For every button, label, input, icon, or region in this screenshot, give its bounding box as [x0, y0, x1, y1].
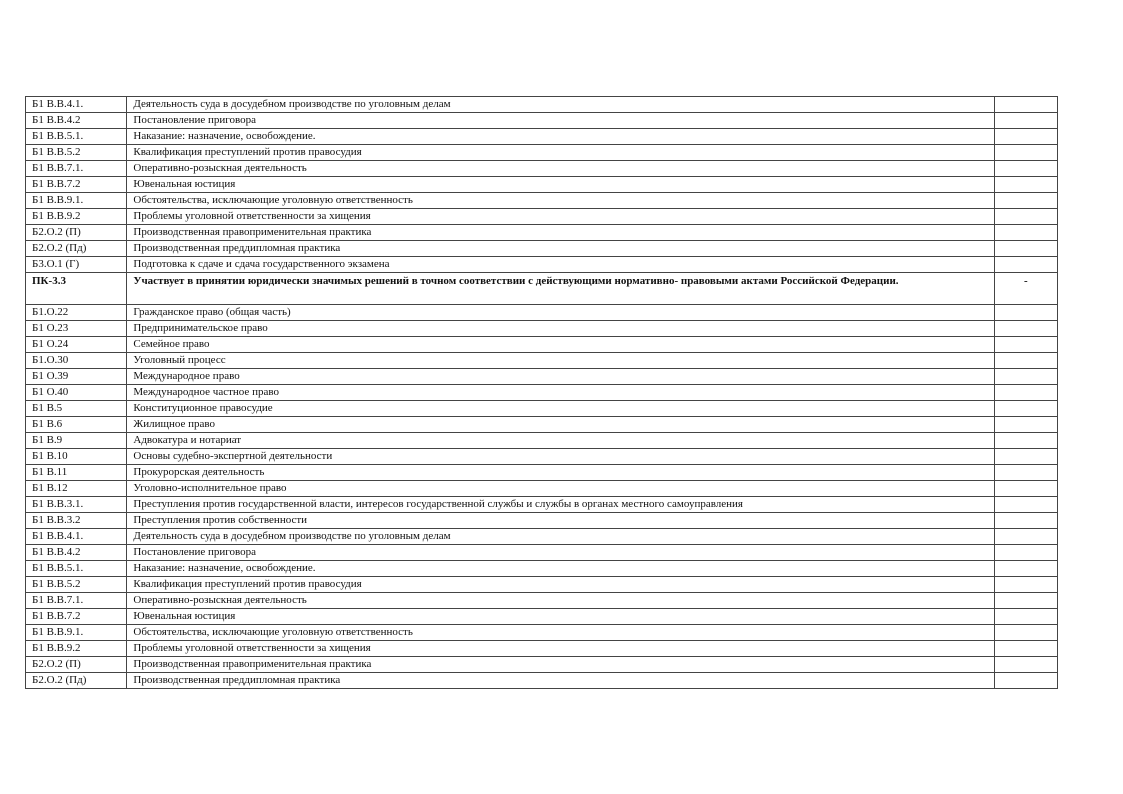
mark-cell — [994, 577, 1057, 593]
mark-cell — [994, 561, 1057, 577]
mark-cell — [994, 593, 1057, 609]
mark-cell — [994, 401, 1057, 417]
discipline-code-cell: Б1.О.30 — [26, 353, 127, 369]
mark-cell — [994, 673, 1057, 689]
table-row — [26, 161, 1058, 177]
discipline-code-cell: Б2.О.2 (Пд) — [26, 673, 127, 689]
mark-cell — [994, 417, 1057, 433]
table-row — [26, 465, 1058, 481]
table-row — [26, 145, 1058, 161]
discipline-code-cell: Б1 В.В.7.2 — [26, 177, 127, 193]
discipline-code-cell: Б1 В.В.4.1. — [26, 529, 127, 545]
table-row — [26, 353, 1058, 369]
table-row — [26, 401, 1058, 417]
mark-cell — [994, 241, 1057, 257]
table-body — [26, 97, 1058, 689]
table-row — [26, 369, 1058, 385]
discipline-title-cell: Международное частное право — [127, 385, 994, 401]
discipline-title-cell: Уголовный процесс — [127, 353, 994, 369]
discipline-code-cell: Б2.О.2 (Пд) — [26, 241, 127, 257]
mark-cell — [994, 481, 1057, 497]
mark-cell — [994, 545, 1057, 561]
mark-cell — [994, 305, 1057, 321]
table-row — [26, 129, 1058, 145]
table-row — [26, 305, 1058, 321]
discipline-title-cell: Наказание: назначение, освобождение. — [127, 561, 994, 577]
discipline-title-cell: Производственная преддипломная практика — [127, 241, 994, 257]
discipline-title-cell: Конституционное правосудие — [127, 401, 994, 417]
mark-cell — [994, 193, 1057, 209]
table-row — [26, 497, 1058, 513]
discipline-title-cell: Производственная правоприменительная практика — [127, 657, 994, 673]
mark-cell — [994, 225, 1057, 241]
mark-cell — [994, 369, 1057, 385]
mark-cell — [994, 497, 1057, 513]
table-row — [26, 433, 1058, 449]
table-row — [26, 545, 1058, 561]
discipline-title-cell: Преступления против государственной власти, интересов государственной службы и службы в органах местного самоуправления — [127, 497, 994, 513]
table-row — [26, 417, 1058, 433]
discipline-title-cell: Адвокатура и нотариат — [127, 433, 994, 449]
table-row — [26, 481, 1058, 497]
discipline-code-cell: Б1 О.40 — [26, 385, 127, 401]
discipline-title-cell: Семейное право — [127, 337, 994, 353]
table-row — [26, 177, 1058, 193]
table-row — [26, 225, 1058, 241]
discipline-code-cell: Б1 В.В.5.1. — [26, 561, 127, 577]
discipline-title-cell: Деятельность суда в досудебном производстве по уголовным делам — [127, 97, 994, 113]
mark-cell — [994, 337, 1057, 353]
mark-cell — [994, 385, 1057, 401]
table-row — [26, 529, 1058, 545]
discipline-title-cell: Подготовка к сдаче и сдача государственного экзамена — [127, 257, 994, 273]
table-row — [26, 97, 1058, 113]
discipline-code-cell: ПК-3.3 — [26, 273, 127, 305]
table-row — [26, 337, 1058, 353]
table-row — [26, 321, 1058, 337]
discipline-code-cell: Б1 В.В.7.1. — [26, 593, 127, 609]
table-row — [26, 673, 1058, 689]
discipline-title-cell: Предпринимательское право — [127, 321, 994, 337]
discipline-code-cell: Б1 В.В.3.1. — [26, 497, 127, 513]
discipline-code-cell: Б1 В.6 — [26, 417, 127, 433]
mark-cell — [994, 657, 1057, 673]
table-row — [26, 257, 1058, 273]
table-row — [26, 577, 1058, 593]
mark-cell — [994, 529, 1057, 545]
mark-cell — [994, 113, 1057, 129]
discipline-title-cell: Постановление приговора — [127, 113, 994, 129]
discipline-title-cell: Наказание: назначение, освобождение. — [127, 129, 994, 145]
discipline-code-cell: Б1.О.22 — [26, 305, 127, 321]
discipline-code-cell: Б1 В.В.3.2 — [26, 513, 127, 529]
discipline-code-cell: Б1 О.23 — [26, 321, 127, 337]
mark-cell — [994, 129, 1057, 145]
discipline-code-cell: Б1 В.В.7.1. — [26, 161, 127, 177]
discipline-title-cell: Квалификация преступлений против правосудия — [127, 145, 994, 161]
mark-cell: - — [994, 273, 1057, 305]
discipline-title-cell: Обстоятельства, исключающие уголовную ответственность — [127, 625, 994, 641]
discipline-code-cell: Б1 В.10 — [26, 449, 127, 465]
discipline-code-cell: Б1 О.24 — [26, 337, 127, 353]
table-row — [26, 513, 1058, 529]
discipline-title-cell: Обстоятельства, исключающие уголовную ответственность — [127, 193, 994, 209]
mark-cell — [994, 609, 1057, 625]
discipline-title-cell: Ювенальная юстиция — [127, 609, 994, 625]
discipline-code-cell: Б1 В.В.9.2 — [26, 641, 127, 657]
table-row — [26, 385, 1058, 401]
discipline-code-cell: Б1 В.В.5.2 — [26, 145, 127, 161]
discipline-code-cell: Б1 В.11 — [26, 465, 127, 481]
competency-header-row — [26, 273, 1058, 305]
discipline-title-cell: Оперативно-розыскная деятельность — [127, 161, 994, 177]
discipline-code-cell: Б1 В.В.9.1. — [26, 193, 127, 209]
discipline-code-cell: Б1 В.В.9.1. — [26, 625, 127, 641]
table-row — [26, 209, 1058, 225]
table-row — [26, 657, 1058, 673]
mark-cell — [994, 353, 1057, 369]
table-row — [26, 241, 1058, 257]
mark-cell — [994, 625, 1057, 641]
discipline-code-cell: Б1 В.В.9.2 — [26, 209, 127, 225]
table-row — [26, 113, 1058, 129]
discipline-code-cell: Б1 В.В.4.2 — [26, 113, 127, 129]
discipline-title-cell: Оперативно-розыскная деятельность — [127, 593, 994, 609]
mark-cell — [994, 97, 1057, 113]
discipline-title-cell: Прокурорская деятельность — [127, 465, 994, 481]
mark-cell — [994, 641, 1057, 657]
discipline-code-cell: Б1 О.39 — [26, 369, 127, 385]
competency-table — [25, 96, 1058, 689]
discipline-title-cell: Деятельность суда в досудебном производстве по уголовным делам — [127, 529, 994, 545]
discipline-title-cell: Проблемы уголовной ответственности за хищения — [127, 209, 994, 225]
discipline-code-cell: Б1 В.В.5.1. — [26, 129, 127, 145]
mark-cell — [994, 513, 1057, 529]
discipline-title-cell: Производственная правоприменительная практика — [127, 225, 994, 241]
discipline-title-cell: Международное право — [127, 369, 994, 385]
discipline-title-cell: Участвует в принятии юридически значимых решений в точном соответствии с действующими нормативно- правовыми актами Российской Федерации. — [127, 273, 994, 305]
discipline-code-cell: Б1 В.12 — [26, 481, 127, 497]
discipline-code-cell: Б3.О.1 (Г) — [26, 257, 127, 273]
discipline-title-cell: Жилищное право — [127, 417, 994, 433]
discipline-title-cell: Квалификация преступлений против правосудия — [127, 577, 994, 593]
table-row — [26, 625, 1058, 641]
discipline-code-cell: Б1 В.В.4.2 — [26, 545, 127, 561]
discipline-code-cell: Б1 В.9 — [26, 433, 127, 449]
discipline-code-cell: Б1 В.В.7.2 — [26, 609, 127, 625]
mark-cell — [994, 321, 1057, 337]
discipline-title-cell: Ювенальная юстиция — [127, 177, 994, 193]
table-row — [26, 593, 1058, 609]
discipline-title-cell: Основы судебно-экспертной деятельности — [127, 449, 994, 465]
mark-cell — [994, 257, 1057, 273]
table-row — [26, 193, 1058, 209]
discipline-code-cell: Б1 В.В.4.1. — [26, 97, 127, 113]
discipline-title-cell: Гражданское право (общая часть) — [127, 305, 994, 321]
discipline-title-cell: Постановление приговора — [127, 545, 994, 561]
discipline-code-cell: Б1 В.5 — [26, 401, 127, 417]
mark-cell — [994, 449, 1057, 465]
discipline-title-cell: Проблемы уголовной ответственности за хищения — [127, 641, 994, 657]
discipline-title-cell: Уголовно-исполнительное право — [127, 481, 994, 497]
discipline-title-cell: Преступления против собственности — [127, 513, 994, 529]
mark-cell — [994, 145, 1057, 161]
discipline-code-cell: Б1 В.В.5.2 — [26, 577, 127, 593]
mark-cell — [994, 465, 1057, 481]
mark-cell — [994, 177, 1057, 193]
discipline-title-cell: Производственная преддипломная практика — [127, 673, 994, 689]
table-row — [26, 561, 1058, 577]
table-row — [26, 609, 1058, 625]
discipline-code-cell: Б2.О.2 (П) — [26, 657, 127, 673]
mark-cell — [994, 209, 1057, 225]
discipline-code-cell: Б2.О.2 (П) — [26, 225, 127, 241]
mark-cell — [994, 161, 1057, 177]
table-row — [26, 641, 1058, 657]
mark-cell — [994, 433, 1057, 449]
table-row — [26, 449, 1058, 465]
